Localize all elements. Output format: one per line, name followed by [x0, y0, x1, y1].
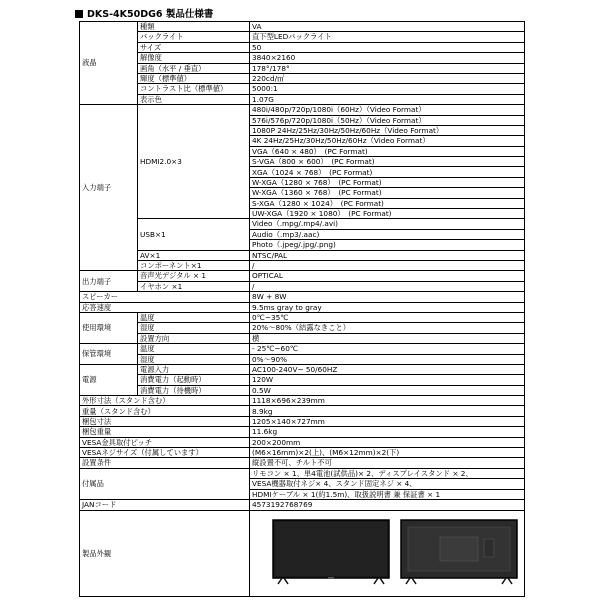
spec-key: 音声光デジタル × 1 — [138, 271, 250, 281]
tv-back-image — [400, 519, 518, 585]
hdmi-format: XGA（1024 × 768） (PC Format) — [250, 167, 525, 177]
spec-value: (M6×16mm)×2(上)、(M6×12mm)×2(下) — [250, 448, 525, 458]
jan-label: JANコード — [80, 499, 250, 510]
group-power: 電源 — [80, 364, 138, 395]
spec-key: サイズ — [138, 42, 250, 52]
spec-value: / — [250, 281, 525, 291]
spec-value: 3840×2160 — [250, 53, 525, 63]
spec-value: 横 — [250, 333, 525, 343]
hdmi-format: 4K 24Hz/25Hz/30Hz/50Hz/60Hz（Video Format） — [250, 136, 525, 146]
spec-key: 温度 — [138, 344, 250, 354]
hdmi-format: W-XGA（1280 × 768） (PC Format) — [250, 177, 525, 187]
usb-format: Photo（.jpeg/.jpg/.png) — [250, 240, 525, 250]
spec-value: AC100-240V~ 50/60HZ — [250, 364, 525, 374]
spec-key: 輝度（標準値） — [138, 73, 250, 83]
spec-key: コントラスト比（標準値） — [138, 84, 250, 94]
spec-key: 湿度 — [138, 323, 250, 333]
hdmi-format: 480i/480p/720p/1080i（60Hz）（Video Format） — [250, 105, 525, 115]
spec-value: 50 — [250, 42, 525, 52]
spec-value: OPTICAL — [250, 271, 525, 281]
usb-label: USB×1 — [138, 219, 250, 250]
spec-value: 9.5ms gray to gray — [250, 302, 525, 312]
spec-value: 0.5W — [250, 385, 525, 395]
spec-value: 5000:1 — [250, 84, 525, 94]
accessory-line: HDMIケーブル × 1(約1.5m)、取扱説明書 兼 保証書 × 1 — [250, 489, 525, 499]
tv-front-image — [272, 519, 390, 585]
spec-key: 梱包重量 — [80, 427, 250, 437]
group-usage: 使用環境 — [80, 312, 138, 343]
spec-value: 8.9kg — [250, 406, 525, 416]
accessory-line: リモコン × 1、単4電池(試供品)× 2、ディスプレイスタンド × 2、 — [250, 468, 525, 478]
spec-value: 200×200mm — [250, 437, 525, 447]
spec-value: 0%～90% — [250, 354, 525, 364]
spec-key: 応答速度 — [80, 302, 250, 312]
group-panel: 液晶 — [80, 22, 138, 105]
spec-value: 1205×140×727mm — [250, 416, 525, 426]
spec-value: 120W — [250, 375, 525, 385]
spec-key: 種類 — [138, 22, 250, 32]
group-output: 出力端子 — [80, 271, 138, 292]
group-input: 入力端子 — [80, 105, 138, 271]
av-value: NTSC/PAL — [250, 250, 525, 260]
spec-key: スピーカー — [80, 292, 250, 302]
hdmi-format: S-XGA（1280 × 1024） (PC Format) — [250, 198, 525, 208]
spec-key: 梱包寸法 — [80, 416, 250, 426]
spec-key: 表示色 — [138, 94, 250, 104]
usb-format: Video（.mpg/.mp4/.avi) — [250, 219, 525, 229]
spec-key: 湿度 — [138, 354, 250, 364]
hdmi-format: 576i/576p/720p/1080i（50Hz）（Video Format） — [250, 115, 525, 125]
accessory-line: VESA機器取付ネジ× 4、スタンド固定ネジ × 4、 — [250, 479, 525, 489]
spec-value: 1118×696×239mm — [250, 396, 525, 406]
jan-value: 4573192768769 — [250, 499, 525, 510]
spec-key: 消費電力（起動時） — [138, 375, 250, 385]
spec-key: 外形寸法（スタンド含む） — [80, 396, 250, 406]
hdmi-format: S-VGA（800 × 600） (PC Format) — [250, 157, 525, 167]
spec-key: VESAネジサイズ（付属しています） — [80, 448, 250, 458]
spec-key: 重量（スタンド含む） — [80, 406, 250, 416]
accessories-label: 付属品 — [80, 468, 250, 499]
av-label: AV×1 — [138, 250, 250, 260]
hdmi-format: 1080P 24Hz/25Hz/30Hz/50Hz/60Hz（Video Format） — [250, 125, 525, 135]
hdmi-format: W-XGA（1360 × 768） (PC Format) — [250, 188, 525, 198]
spec-value: 178°/178° — [250, 63, 525, 73]
spec-key: 温度 — [138, 312, 250, 322]
spec-value: VA — [250, 22, 525, 32]
spec-key: バックライト — [138, 32, 250, 42]
spec-table — [79, 21, 525, 597]
component-label: コンポーネント×1 — [138, 260, 250, 270]
hdmi-format: VGA（640 × 480） (PC Format) — [250, 146, 525, 156]
spec-key: 解像度 — [138, 53, 250, 63]
spec-value: 11.6kg — [250, 427, 525, 437]
spec-value: 直下型LEDバックライト — [250, 32, 525, 42]
usb-format: Audio（.mp3/.aac) — [250, 229, 525, 239]
spec-value: 1.07G — [250, 94, 525, 104]
appearance-label: 製品外観 — [80, 510, 250, 596]
group-storage: 保管環境 — [80, 344, 138, 365]
spec-key: 画角（水平 / 垂直） — [138, 63, 250, 73]
spec-key: 設置条件 — [80, 458, 250, 468]
document-title — [75, 6, 213, 20]
hdmi-format: UW-XGA（1920 × 1080） (PC Format) — [250, 209, 525, 219]
spec-key: イヤホン ×1 — [138, 281, 250, 291]
spec-value: 20%～80%（結露なきこと） — [250, 323, 525, 333]
spec-value: 220cd/㎡ — [250, 73, 525, 83]
spec-value: 0℃~35℃ — [250, 312, 525, 322]
spec-value: 8W + 8W — [250, 292, 525, 302]
spec-key: 電源入力 — [138, 364, 250, 374]
spec-key: 消費電力（待機時） — [138, 385, 250, 395]
hdmi-label: HDMI2.0×3 — [138, 105, 250, 219]
spec-value: - 25℃~60℃ — [250, 344, 525, 354]
title-text: DKS-4K50DG6 製品仕様書 — [87, 9, 214, 20]
title-square-icon — [75, 10, 83, 18]
spec-key: VESA金具取付ピッチ — [80, 437, 250, 447]
component-value: / — [250, 260, 525, 270]
spec-key: 設置方向 — [138, 333, 250, 343]
spec-value: 縦設置不可、チルト不可 — [250, 458, 525, 468]
